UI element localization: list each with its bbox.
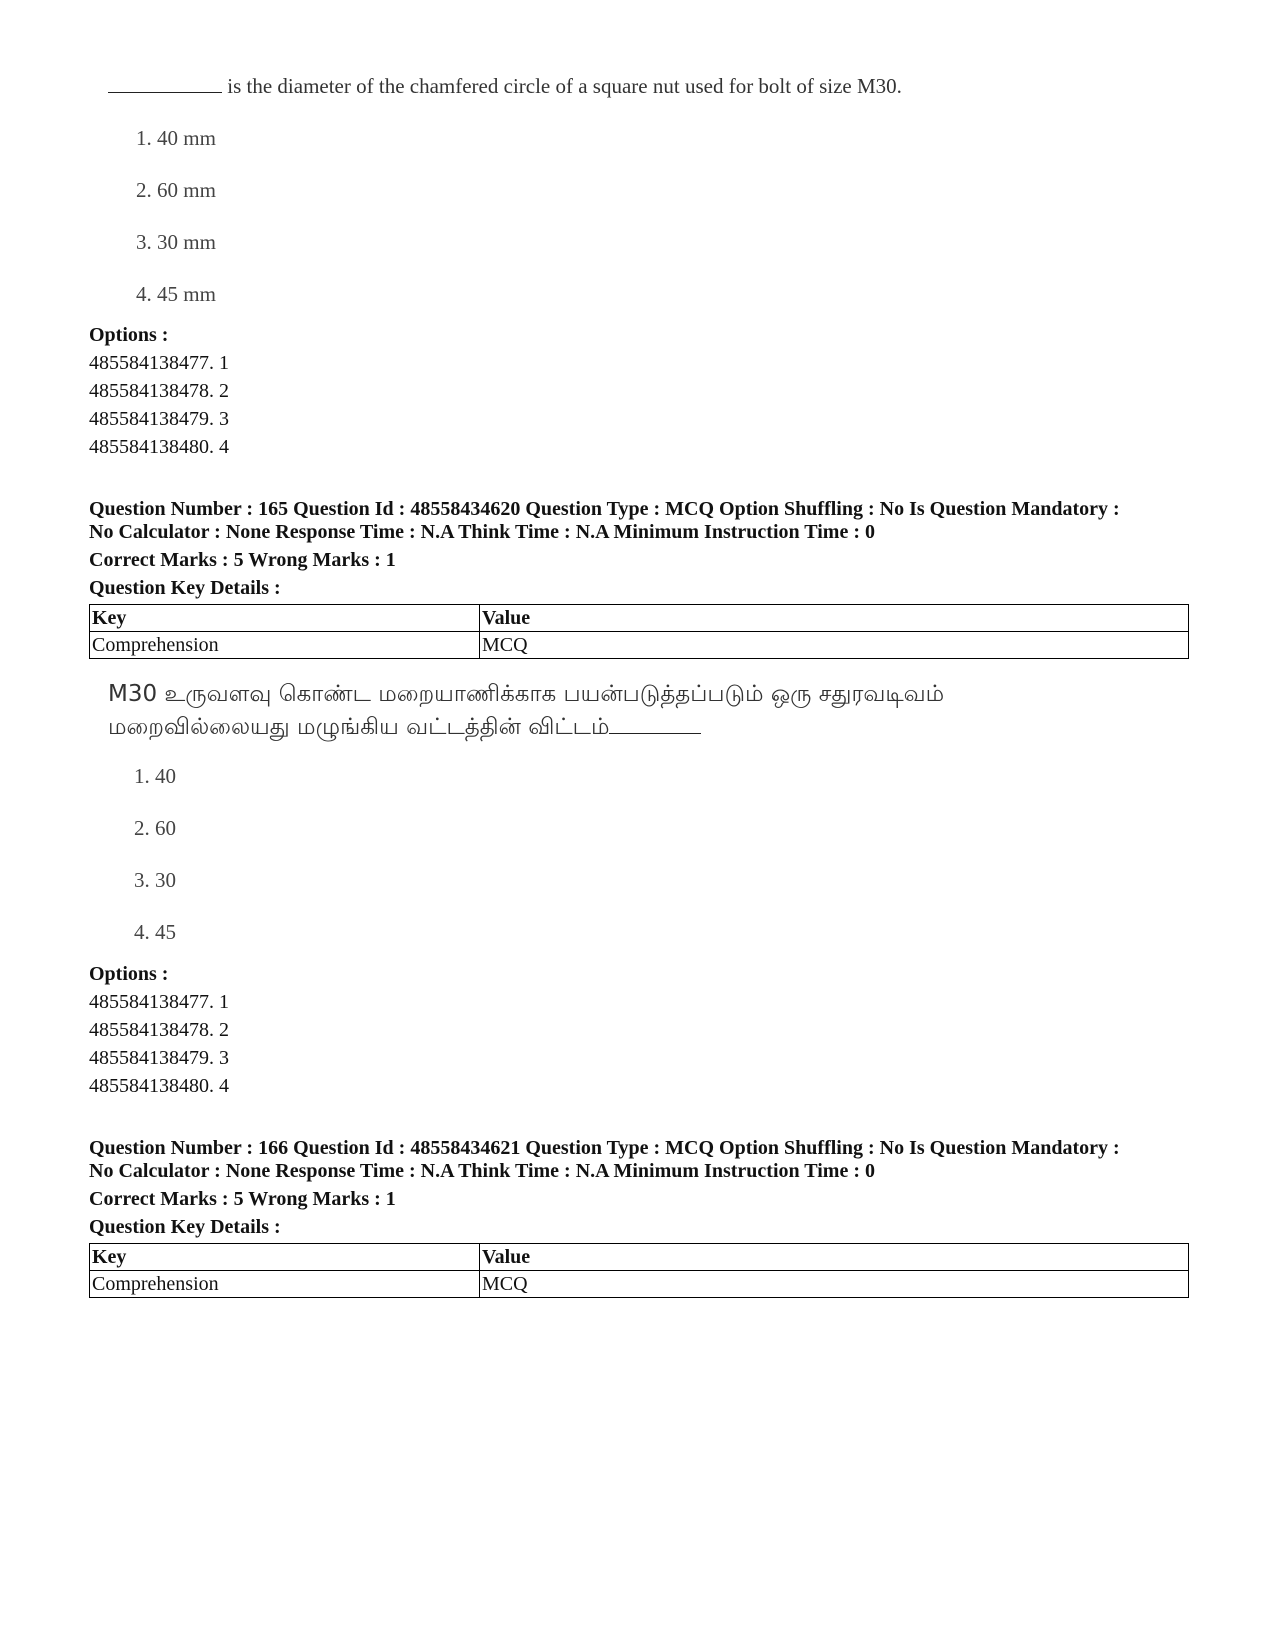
question-meta — [89, 1137, 1120, 1183]
option-item: 485584138480. 4 — [89, 436, 229, 458]
table-row — [90, 632, 1189, 659]
key-details-table — [89, 1243, 1189, 1298]
table-header-key: Key — [90, 605, 480, 632]
table-header-row — [90, 1244, 1189, 1271]
options-label: Options : — [89, 324, 169, 346]
answer-blank — [108, 92, 222, 93]
table-header-row — [90, 605, 1189, 632]
option-item: 485584138479. 3 — [89, 408, 229, 430]
choice-1: 1. 40 — [134, 764, 176, 788]
option-item: 485584138477. 1 — [89, 991, 229, 1013]
question-meta — [89, 498, 1120, 544]
answer-blank — [609, 733, 701, 734]
question-stem-tamil — [108, 678, 944, 744]
question-meta-line1: Question Number : 165 Question Id : 48558434620 Question Type : MCQ Option Shuffling : No Is Question Mandatory : — [89, 498, 1120, 520]
key-details-label: Question Key Details : — [89, 577, 281, 599]
option-item: 485584138480. 4 — [89, 1075, 229, 1097]
question-meta-line2: No Calculator : None Response Time : N.A Think Time : N.A Minimum Instruction Time : 0 — [89, 1160, 875, 1182]
table-cell-key: Comprehension — [90, 1271, 480, 1298]
option-item: 485584138477. 1 — [89, 352, 229, 374]
choice-2: 2. 60 — [134, 816, 176, 840]
table-cell-key: Comprehension — [90, 632, 480, 659]
question-stem-line1: M30 உருவளவு கொண்ட மறையாணிக்காக பயன்படுத்தப்படும் ஒரு சதுரவடிவம் — [108, 681, 945, 707]
marks-line: Correct Marks : 5 Wrong Marks : 1 — [89, 1188, 396, 1210]
marks-line: Correct Marks : 5 Wrong Marks : 1 — [89, 549, 396, 571]
table-header-value: Value — [480, 1244, 1189, 1271]
choice-3: 3. 30 — [134, 868, 176, 892]
choice-1: 1. 40 mm — [136, 126, 216, 150]
option-item: 485584138478. 2 — [89, 380, 229, 402]
question-meta-line2: No Calculator : None Response Time : N.A Think Time : N.A Minimum Instruction Time : 0 — [89, 521, 875, 543]
table-cell-value: MCQ — [480, 1271, 1189, 1298]
table-header-value: Value — [480, 605, 1189, 632]
choice-4: 4. 45 — [134, 920, 176, 944]
key-details-table — [89, 604, 1189, 659]
question-stem-text: is the diameter of the chamfered circle of a square nut used for bolt of size M30. — [227, 74, 902, 98]
choice-2: 2. 60 mm — [136, 178, 216, 202]
table-row — [90, 1271, 1189, 1298]
option-item: 485584138478. 2 — [89, 1019, 229, 1041]
question-meta-line1: Question Number : 166 Question Id : 48558434621 Question Type : MCQ Option Shuffling : No Is Question Mandatory : — [89, 1137, 1120, 1159]
key-details-label: Question Key Details : — [89, 1216, 281, 1238]
options-label: Options : — [89, 963, 169, 985]
question-stem-line2: மறைவில்லையது மழுங்கிய வட்டத்தின் விட்டம் — [108, 714, 610, 740]
question-stem-line2-wrap — [108, 711, 944, 744]
choice-4: 4. 45 mm — [136, 282, 216, 306]
options-list — [89, 349, 229, 461]
table-cell-value: MCQ — [480, 632, 1189, 659]
choice-3: 3. 30 mm — [136, 230, 216, 254]
options-list — [89, 988, 229, 1100]
table-header-key: Key — [90, 1244, 480, 1271]
option-item: 485584138479. 3 — [89, 1047, 229, 1069]
question-stem — [108, 74, 902, 99]
